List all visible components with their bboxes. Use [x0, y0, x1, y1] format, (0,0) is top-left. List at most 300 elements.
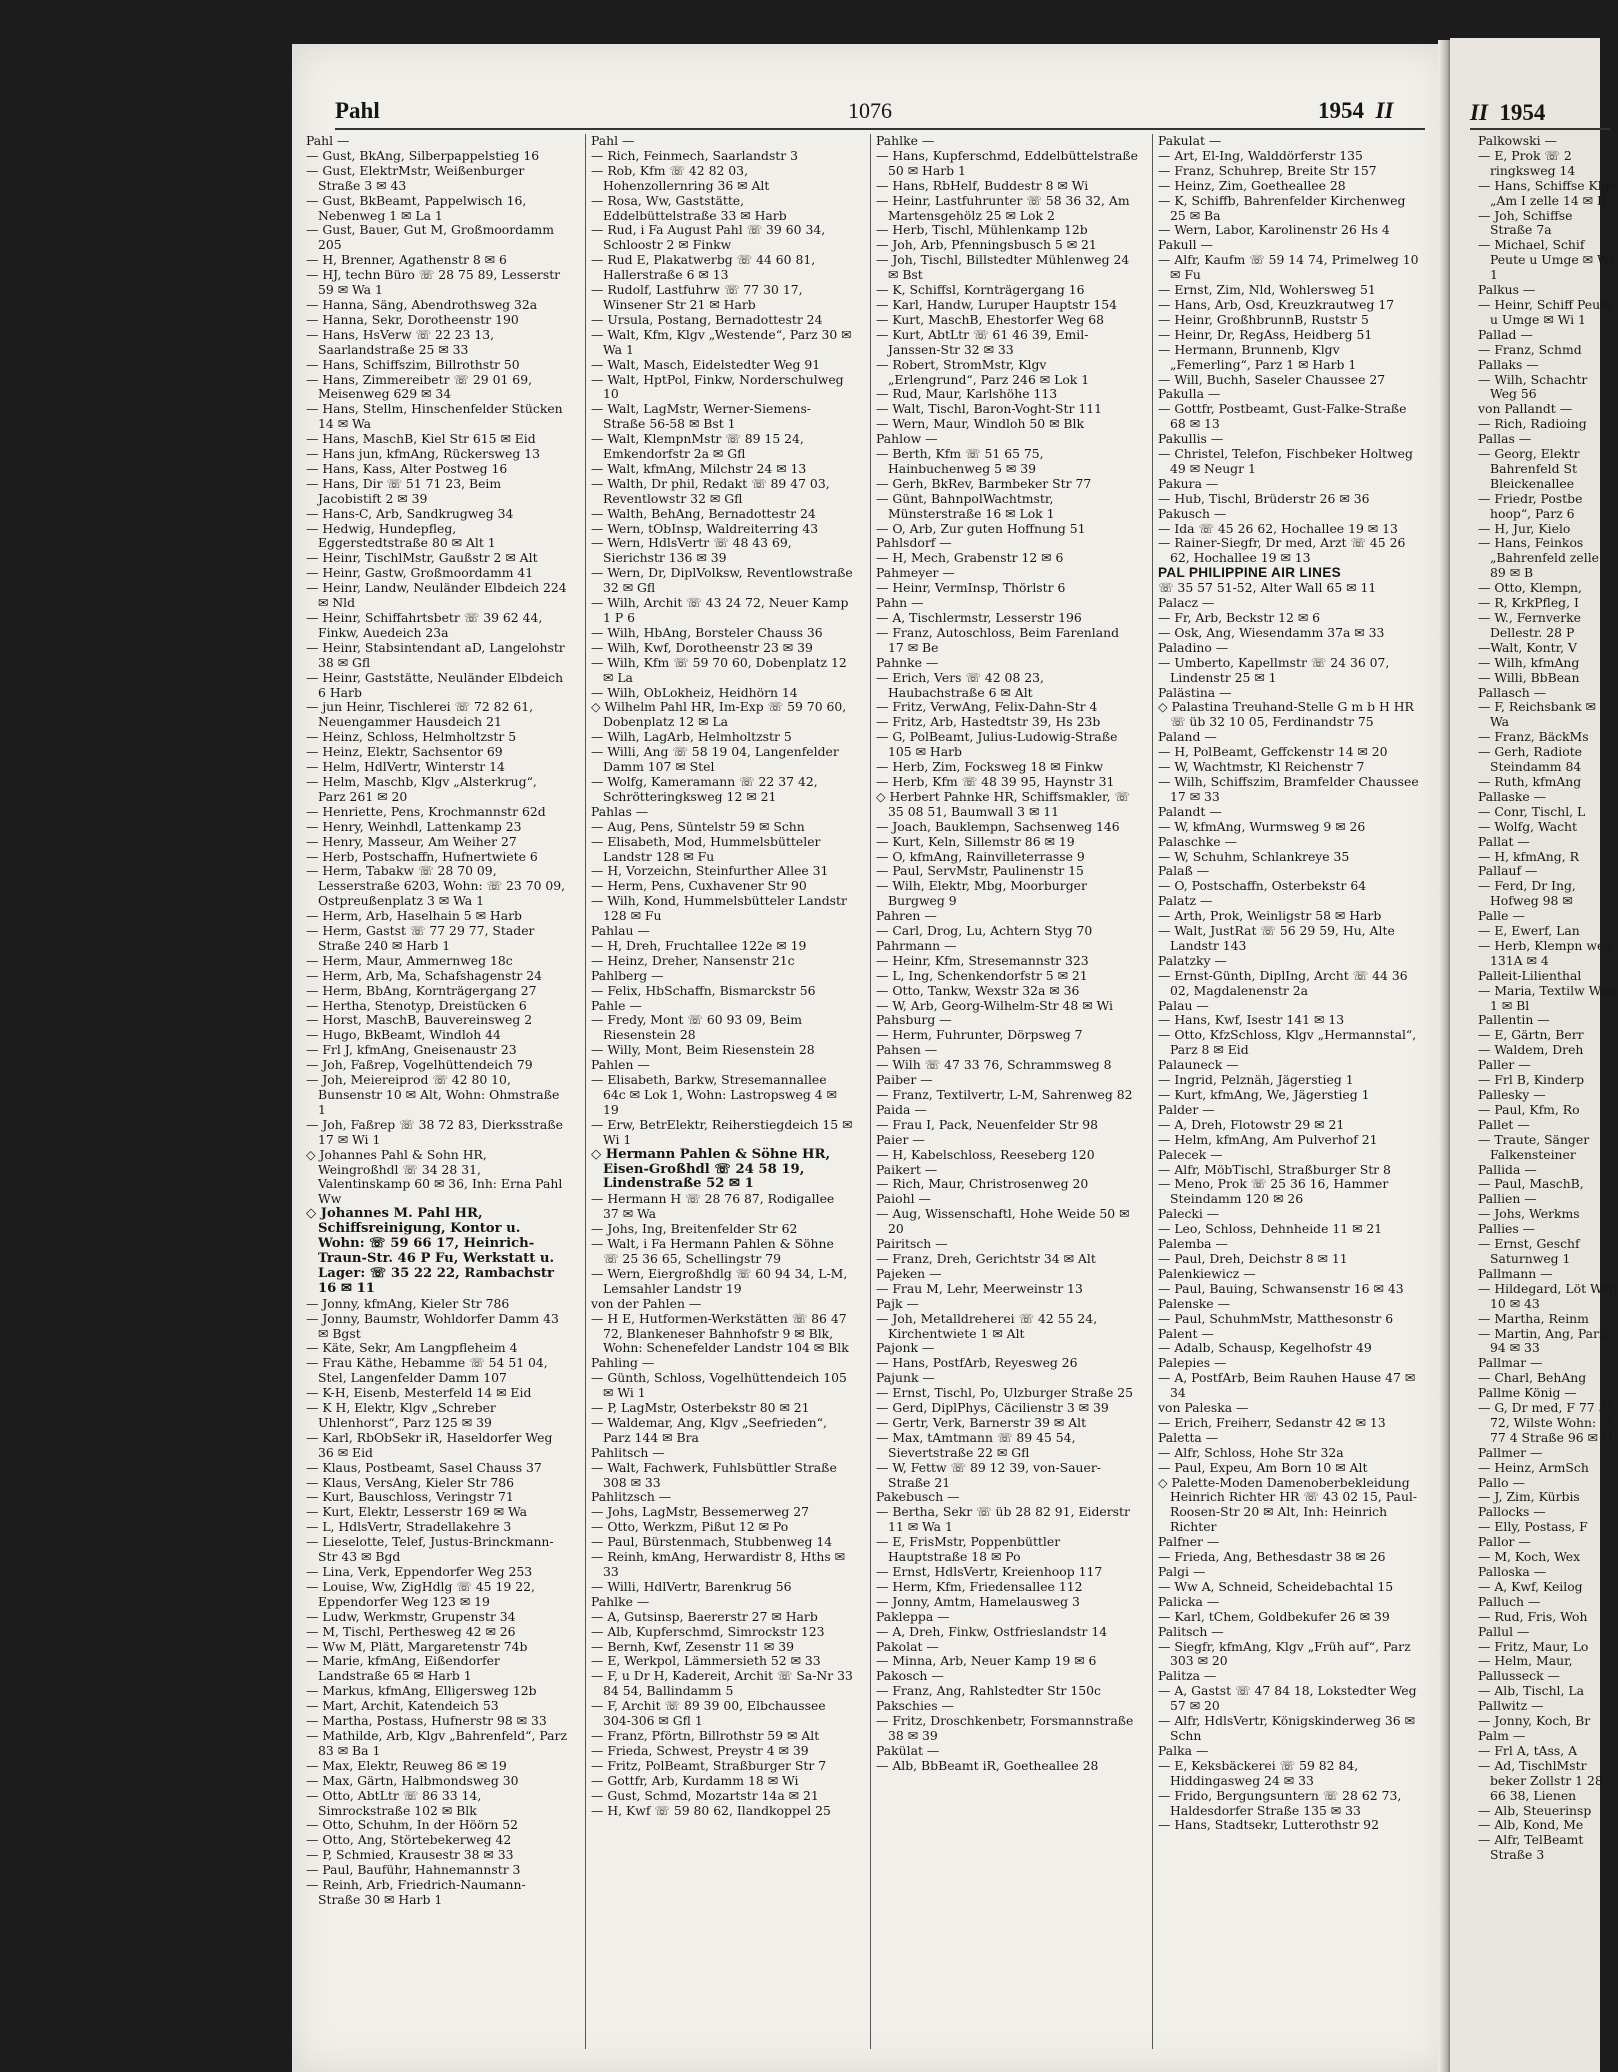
- directory-entry: — Walt, JustRat ☏ 56 29 59, Hu, Alte Landstr 143: [1158, 923, 1395, 953]
- directory-entry: PAL PHILIPPINE AIR LINES: [1158, 565, 1341, 581]
- directory-entry: — Herm, Maur, Ammernweg 18c: [306, 952, 513, 968]
- directory-entry: — Hans, MaschB, Kiel Str 615 ✉ Eid: [306, 431, 536, 447]
- directory-entry: — Frido, Bergungsuntern ☏ 28 62 73, Haldesdorfer Straße 135 ✉ 33: [1158, 1787, 1402, 1818]
- directory-entry: — O, Postschaffn, Osterbekstr 64: [1158, 878, 1367, 894]
- directory-entry: — Traute, Sänger Falkensteiner: [1478, 1131, 1590, 1162]
- directory-entry: — Martha, Postass, Hufnerstr 98 ✉ 33: [306, 1713, 547, 1729]
- directory-entry: — Max, tAmtmann ☏ 89 45 54, Sievertstraße 22 ✉ Gfl: [876, 1429, 1076, 1460]
- directory-entry: — Franz, Autoschloss, Beim Farenland 17 ✉ Be: [876, 624, 1120, 655]
- surname-heading: Pallo —: [1478, 1474, 1525, 1490]
- directory-entry: — Franz, BäckMs: [1478, 729, 1589, 745]
- directory-entry: — Hedwig, Hundepfleg, Eggerstedtstraße 80 ✉ Alt 1: [306, 520, 496, 551]
- surname-heading: Palatzky —: [1158, 952, 1227, 968]
- directory-entry: — Kurt, Keln, Sillemstr 86 ✉ 19: [876, 833, 1075, 849]
- directory-entry: — Rich, Radioing: [1478, 416, 1587, 432]
- directory-entry: — Wilh, kfmAng: [1478, 654, 1580, 670]
- directory-entry: — R, KrkPfleg, I: [1478, 595, 1579, 611]
- surname-heading: Palacz —: [1158, 595, 1215, 611]
- directory-entry: — Wern, Maur, Windloh 50 ✉ Blk: [876, 416, 1084, 432]
- directory-entry: — Herm, Kfm, Friedensallee 112: [876, 1578, 1083, 1594]
- directory-entry: — Frl J, kfmAng, Gneisenaustr 23: [306, 1042, 517, 1058]
- directory-entry: — Heinz, Dreher, Nansenstr 21c: [591, 952, 795, 968]
- directory-entry: — Ida ☏ 45 26 62, Hochallee 19 ✉ 13: [1158, 520, 1398, 536]
- directory-entry: — Maria, Textilw Weg 1 ✉ Bl: [1478, 982, 1616, 1013]
- directory-column-4: [1158, 134, 1420, 2054]
- directory-entry: — Johs, Ing, Breitenfelder Str 62: [591, 1221, 798, 1237]
- directory-entry: — Paul, Expeu, Am Born 10 ✉ Alt: [1158, 1459, 1368, 1475]
- directory-entry: — Wern, HdlsVertr ☏ 48 43 69, Sierichstr 136 ✉ 39: [591, 535, 792, 566]
- directory-entry: — Michael, Schif Peute u Umge ✉ Wi 1: [1478, 237, 1614, 283]
- directory-entry: — Ww M, Plätt, Margaretenstr 74b: [306, 1638, 528, 1654]
- directory-entry: — Karl, tChem, Goldbekufer 26 ✉ 39: [1158, 1608, 1390, 1624]
- directory-entry: — Herb, Kfm ☏ 48 39 95, Haynstr 31: [876, 773, 1115, 789]
- surname-heading: Pallul —: [1478, 1623, 1530, 1639]
- surname-heading: Pallauf —: [1478, 863, 1538, 879]
- directory-entry: — Otto, Werkzm, Pißut 12 ✉ Po: [591, 1519, 789, 1535]
- directory-entry: — Gertr, Verk, Barnerstr 39 ✉ Alt: [876, 1414, 1087, 1430]
- directory-entry: — Rud, i Fa August Pahl ☏ 39 60 34, Schloostr 2 ✉ Finkw: [591, 222, 826, 253]
- directory-entry: — Marie, kfmAng, Eißendorfer Landstraße 65 ✉ Harb 1: [306, 1653, 500, 1684]
- directory-entry: — Christel, Telefon, Fischbeker Holtweg 49 ✉ Neugr 1: [1158, 446, 1413, 476]
- directory-entry: — Walt, Masch, Eidelstedter Weg 91: [591, 356, 821, 372]
- surname-heading: Paida —: [876, 1101, 927, 1117]
- directory-entry: — Otto, Tankw, Wexstr 32a ✉ 36: [876, 982, 1080, 998]
- directory-entry: — Hans, Schiffse Klgv „Am I zelle 14 ✉ B: [1478, 177, 1617, 208]
- directory-entry: — A, Tischlermstr, Lesserstr 196: [876, 610, 1082, 625]
- surname-heading: Pahlitsch —: [591, 1444, 665, 1460]
- directory-entry: — O, Arb, Zur guten Hoffnung 51: [876, 520, 1086, 536]
- directory-entry: — Paul, ServMstr, Paulinenstr 15: [876, 863, 1084, 879]
- surname-heading: Pallien —: [1478, 1191, 1537, 1207]
- directory-entry: — Kurt, kfmAng, We, Jägerstieg 1: [1158, 1087, 1370, 1102]
- directory-entry: — Heinr, Lastfuhrunter ☏ 58 36 32, Am Martensgehölz 25 ✉ Lok 2: [876, 192, 1130, 223]
- directory-entry: — Rainer-Siegfr, Dr med, Arzt ☏ 45 26 62, Hochallee 19 ✉ 13: [1158, 535, 1406, 566]
- running-head-year: 1954: [1318, 98, 1364, 123]
- surname-heading: Pakebusch —: [876, 1489, 960, 1505]
- surname-heading: Pahlau —: [591, 923, 650, 939]
- directory-entry: — Helm, kfmAng, Am Pulverhof 21: [1158, 1131, 1378, 1147]
- directory-entry: — Paul, SchuhmMstr, Matthesonstr 6: [1158, 1310, 1394, 1326]
- directory-entry: — Willi, Ang ☏ 58 19 04, Langenfelder Damm 107 ✉ Stel: [591, 744, 839, 775]
- directory-entry: — Martha, Reinm: [1478, 1310, 1589, 1326]
- directory-entry: — J, Zim, Kürbis: [1478, 1489, 1580, 1505]
- column-divider: [585, 134, 586, 2049]
- surname-heading: Paiohl —: [876, 1191, 931, 1207]
- running-head-section: II: [1375, 98, 1394, 123]
- surname-heading: Pallesky —: [1478, 1087, 1546, 1102]
- surname-heading: Pahlitzsch —: [591, 1489, 672, 1505]
- directory-entry: — A, Gutsinsp, Baererstr 27 ✉ Harb: [591, 1608, 818, 1624]
- directory-entry: — Georg, Elektr Bahrenfeld St Bleickenallee: [1478, 446, 1580, 491]
- directory-entry: — Hub, Tischl, Brüderstr 26 ✉ 36: [1158, 490, 1370, 506]
- directory-entry: — Walt, LagMstr, Werner-Siemens-Straße 56-58 ✉ Bst 1: [591, 401, 811, 432]
- directory-entry: — Ernst, Zim, Nld, Wohlersweg 51: [1158, 282, 1376, 298]
- directory-entry: — Gerh, BkRev, Barmbeker Str 77: [876, 475, 1092, 491]
- surname-heading: Pakülat —: [876, 1742, 940, 1758]
- directory-entry: ◇ Palastina Treuhand-Stelle G m b H HR ☏ üb 32 10 05, Ferdinandstr 75: [1158, 699, 1414, 730]
- directory-entry: — Heinr, Landw, Neuländer Elbdeich 224 ✉ Nld: [306, 580, 567, 611]
- directory-entry: — Kurt, Elektr, Lesserstr 169 ✉ Wa: [306, 1504, 528, 1520]
- next-page-header-rule: [1470, 128, 1610, 130]
- directory-entry: — Karl, RbObSekr iR, Haseldorfer Weg 36 ✉ Eid: [306, 1429, 553, 1460]
- surname-heading: Palaß —: [1158, 863, 1210, 879]
- directory-entry: — Hans, Schiffszim, Billrothstr 50: [306, 356, 520, 372]
- directory-entry: ◇ Hermann Pahlen & Söhne HR, Eisen-Großhdl ☏ 24 58 19, Lindenstraße 52 ✉ 1: [591, 1146, 831, 1192]
- directory-entry: — Wilh, Archit ☏ 43 24 72, Neuer Kamp 1 P 6: [591, 595, 849, 625]
- directory-entry: — E, Keksbäckerei ☏ 59 82 84, Hiddingasweg 24 ✉ 33: [1158, 1757, 1359, 1788]
- directory-entry: — Martin, Ang, Parz 94 ✉ 33: [1478, 1325, 1606, 1356]
- directory-entry: — Jonny, kfmAng, Kieler Str 786: [306, 1295, 510, 1311]
- directory-entry: — Paul, MaschB,: [1478, 1176, 1584, 1192]
- directory-entry: — Max, Elektr, Reuweg 86 ✉ 19: [306, 1757, 507, 1773]
- directory-entry: — Hans, Stellm, Hinschenfelder Stücken 14 ✉ Wa: [306, 401, 563, 432]
- directory-entry: — E, Gärtn, Berr: [1478, 1027, 1584, 1043]
- directory-entry: — Frau M, Lehr, Meerweinstr 13: [876, 1280, 1083, 1296]
- directory-entry: — Walt, kfmAng, Milchstr 24 ✉ 13: [591, 460, 807, 476]
- directory-entry: — Gust, ElektrMstr, Weißenburger Straße 3 ✉ 43: [306, 162, 525, 193]
- surname-heading: Palka —: [1158, 1742, 1209, 1758]
- directory-entry: — Joh, Tischl, Billstedter Mühlenweg 24 ✉ Bst: [876, 252, 1130, 283]
- directory-entry: — Karl, Handw, Luruper Hauptstr 154: [876, 296, 1118, 312]
- directory-entry: — Franz, Schuhrep, Breite Str 157: [1158, 162, 1377, 178]
- directory-entry: — Alb, Kupferschmd, Simrockstr 123: [591, 1623, 825, 1639]
- directory-entry: — E, Ewerf, Lan: [1478, 923, 1580, 939]
- directory-entry: — Paul, Bauing, Schwansenstr 16 ✉ 43: [1158, 1280, 1404, 1296]
- directory-entry: — Ad, TischlMstr beker Zollstr 1 28 66 38, Lienen: [1478, 1757, 1603, 1803]
- surname-heading: Palleit-Lilienthal: [1478, 967, 1582, 983]
- surname-heading: Palaschke —: [1158, 833, 1237, 849]
- surname-heading: Pahmeyer —: [876, 565, 955, 581]
- surname-heading: Pahn —: [876, 595, 924, 611]
- directory-entry: — Henry, Weinhdl, Lattenkamp 23: [306, 818, 522, 834]
- directory-entry: — Henriette, Pens, Krochmannstr 62d: [306, 803, 546, 819]
- directory-entry: — Otto, Schuhm, In der Höörn 52: [306, 1817, 519, 1833]
- surname-heading: Pahnke —: [876, 654, 939, 670]
- surname-heading: Pahling —: [591, 1355, 655, 1371]
- directory-entry: — Markus, kfmAng, Elligersweg 12b: [306, 1683, 537, 1699]
- directory-entry: — Paul, Bürstenmach, Stubbenweg 14: [591, 1534, 833, 1550]
- directory-entry: — Alfr, Kaufm ☏ 59 14 74, Primelweg 10 ✉ Fu: [1158, 252, 1419, 283]
- directory-entry: — Herm, Gastst ☏ 77 29 77, Stader Straße 240 ✉ Harb 1: [306, 923, 535, 953]
- directory-entry: — W, kfmAng, Wurmsweg 9 ✉ 26: [1158, 818, 1366, 834]
- directory-entry: — W, Fettw ☏ 89 12 39, von-Sauer-Straße 21: [876, 1459, 1101, 1490]
- directory-entry: — A, Dreh, Flotowstr 29 ✉ 21: [1158, 1116, 1345, 1132]
- directory-entry: — Heinr, Gastw, Großmoordamm 41: [306, 565, 534, 581]
- directory-entry: — Jonny, Koch, Br: [1478, 1713, 1591, 1729]
- directory-entry: — A, Gastst ☏ 47 84 18, Lokstedter Weg 57 ✉ 20: [1158, 1683, 1417, 1714]
- directory-entry: — Otto, KfzSchloss, Klgv „Hermannstal“, Parz 8 ✉ Eid: [1158, 1027, 1417, 1058]
- directory-entry: — Herm, Tabakw ☏ 28 70 09, Lesserstraße 6203, Wohn: ☏ 23 70 09, Ostpreußenplatz 3 ✉ Wa 1: [306, 863, 566, 909]
- directory-entry: — Johs, Werkms: [1478, 1206, 1580, 1222]
- directory-entry: — Joh, Faßrep ☏ 38 72 83, Dierksstraße 17 ✉ Wi 1: [306, 1116, 563, 1147]
- directory-entry: — Hans, Feinkos „Bahrenfeld zelle 89 ✉ B: [1478, 535, 1599, 581]
- directory-entry: — Heinr, Kfm, Stresemannstr 323: [876, 952, 1089, 968]
- directory-entry: — E, FrisMstr, Poppenbüttler Hauptstraße 18 ✉ Po: [876, 1534, 1061, 1565]
- directory-entry: — Fritz, VerwAng, Felix-Dahn-Str 4: [876, 699, 1098, 715]
- directory-entry: ◇ Palette-Moden Damenoberbekleidung Heinrich Richter HR ☏ 43 02 15, Paul-Roosen-Str 20 ✉ Alt, Inh: Heinrich Richter: [1158, 1474, 1418, 1535]
- directory-entry: — Mart, Archit, Katendeich 53: [306, 1698, 499, 1714]
- surname-heading: Palitsch —: [1158, 1623, 1224, 1639]
- surname-heading: von Pallandt —: [1478, 401, 1573, 417]
- directory-entry: — K, Schiffsl, Kornträgergang 16: [876, 282, 1085, 298]
- directory-entry: — W., Fernverke Dellestr. 28 P: [1478, 610, 1581, 640]
- directory-entry: — Käte, Sekr, Am Langpfleheim 4: [306, 1340, 518, 1356]
- surname-heading: Pakull —: [1158, 237, 1213, 253]
- directory-entry: — Herm, Pens, Cuxhavener Str 90: [591, 878, 807, 894]
- directory-entry: — H, kfmAng, R: [1478, 848, 1579, 864]
- directory-entry: — Klaus, Postbeamt, Sasel Chauss 37: [306, 1459, 542, 1475]
- directory-entry: — Osk, Ang, Wiesendamm 37a ✉ 33: [1158, 624, 1385, 640]
- directory-entry: — Robert, StromMstr, Klgv „Erlengrund“, Parz 246 ✉ Lok 1: [876, 356, 1090, 387]
- directory-entry: — Alfr, MöbTischl, Straßburger Str 8: [1158, 1161, 1391, 1177]
- directory-entry: — Walt, i Fa Hermann Pahlen & Söhne ☏ 25 36 65, Schellingstr 79: [591, 1236, 834, 1266]
- directory-entry: — Hans-C, Arb, Sandkrugweg 34: [306, 505, 514, 521]
- surname-heading: Palle —: [1478, 908, 1525, 924]
- directory-entry: — Minna, Arb, Neuer Kamp 19 ✉ 6: [876, 1653, 1097, 1669]
- surname-heading: Pallaks —: [1478, 356, 1539, 372]
- directory-entry: — P, Schmied, Krausestr 38 ✉ 33: [306, 1847, 514, 1863]
- directory-entry: — Reinh, Arb, Friedrich-Naumann-Straße 30 ✉ Harb 1: [306, 1877, 526, 1907]
- surname-heading: Palatz —: [1158, 893, 1213, 909]
- directory-entry: — Otto, AbtLtr ☏ 86 33 14, Simrockstraße 102 ✉ Blk: [306, 1787, 482, 1818]
- directory-entry: — Mathilde, Arb, Klgv „Bahrenfeld“, Parz 83 ✉ Ba 1: [306, 1727, 567, 1758]
- directory-entry: — Walt, HptPol, Finkw, Norderschulweg 10: [591, 371, 844, 402]
- directory-entry: — H E, Hutformen-Werkstätten ☏ 86 47 72, Blankeneser Bahnhofstr 9 ✉ Blk, Wohn: Schenefelder Landstr 104 ✉ Blk: [591, 1310, 849, 1356]
- directory-entry: — Alfr, Schloss, Hohe Str 32a: [1158, 1444, 1344, 1460]
- surname-heading: Pallwitz —: [1478, 1698, 1544, 1714]
- directory-entry: — Heinr, Schiffahrtsbetr ☏ 39 62 44, Finkw, Auedeich 23a: [306, 610, 543, 640]
- directory-entry: — Walt, Tischl, Baron-Voght-Str 111: [876, 401, 1103, 417]
- directory-entry: — Waldemar, Ang, Klgv „Seefrieden“, Parz 144 ✉ Bra: [591, 1414, 827, 1445]
- directory-entry: — Wern, Eiergroßhdlg ☏ 60 94 34, L-M, Lemsahler Landstr 19: [591, 1265, 848, 1296]
- directory-entry: — Klaus, VersAng, Kieler Str 786: [306, 1474, 515, 1490]
- directory-entry: — Gust, BkAng, Silberpappelstieg 16: [306, 147, 540, 163]
- directory-entry: — Heinz, Schloss, Helmholtzstr 5: [306, 729, 517, 745]
- directory-entry: — Paul, Dreh, Deichstr 8 ✉ 11: [1158, 1250, 1348, 1266]
- directory-entry: — Alfr, TelBeamt Straße 3: [1478, 1832, 1584, 1863]
- directory-entry: — Fredy, Mont ☏ 60 93 09, Beim Riesenstein 28: [591, 1012, 803, 1043]
- surname-heading: Pakusch —: [1158, 505, 1227, 521]
- directory-entry: — Herm, Fuhrunter, Dörpsweg 7: [876, 1027, 1083, 1043]
- directory-entry: — W, Schuhm, Schlankreye 35: [1158, 848, 1350, 864]
- directory-entry: — P, LagMstr, Osterbekstr 80 ✉ 21: [591, 1400, 810, 1416]
- directory-entry: — Alb, Steuerinsp: [1478, 1802, 1592, 1818]
- directory-entry: — Elisabeth, Barkw, Stresemannallee 64c ✉ Lok 1, Wohn: Lastropsweg 4 ✉ 19: [591, 1072, 837, 1117]
- directory-entry: — W, Arb, Georg-Wilhelm-Str 48 ✉ Wi: [876, 997, 1113, 1013]
- directory-entry: — Willi, HdlVertr, Barenkrug 56: [591, 1578, 792, 1594]
- surname-heading: Pahrmann —: [876, 937, 957, 953]
- directory-entry: — Ingrid, Pelznäh, Jägerstieg 1: [1158, 1072, 1354, 1088]
- directory-entry: — Hans, Kass, Alter Postweg 16: [306, 460, 508, 476]
- surname-heading: Pakura —: [1158, 475, 1219, 491]
- directory-entry: — Alfr, HdlsVertr, Königskinderweg 36 ✉ Schn: [1158, 1713, 1415, 1743]
- directory-entry: — Joach, Bauklempn, Sachsenweg 146: [876, 818, 1120, 834]
- surname-heading: Pahlberg —: [591, 967, 664, 983]
- surname-heading: Pallme König —: [1478, 1385, 1577, 1401]
- directory-entry: — H, Vorzeichn, Steinfurther Allee 31: [591, 863, 829, 879]
- directory-column-1: [306, 134, 568, 2054]
- directory-entry: — Ernst-Günth, DiplIng, Archt ☏ 44 36 02, Magdalenenstr 2a: [1158, 967, 1408, 998]
- directory-entry: — Fr, Arb, Beckstr 12 ✉ 6: [1158, 610, 1321, 625]
- directory-entry: — Günt, BahnpolWachtmstr, Münsterstraße 16 ✉ Lok 1: [876, 490, 1055, 521]
- directory-entry: — Gottfr, Postbeamt, Gust-Falke-Straße 68 ✉ 13: [1158, 401, 1407, 432]
- surname-heading: Paiber —: [876, 1072, 933, 1088]
- directory-entry: — Joh, Schiffse Straße 7a: [1478, 207, 1573, 238]
- directory-entry: — Aug, Pens, Süntelstr 59 ✉ Schn: [591, 818, 805, 834]
- directory-entry: — Herm, Arb, Haselhain 5 ✉ Harb: [306, 908, 522, 924]
- directory-entry: — Heinr, Stabsintendant aD, Langelohstr 38 ✉ Gfl: [306, 639, 565, 670]
- directory-entry: — Alb, BbBeamt iR, Goetheallee 28: [876, 1757, 1099, 1773]
- directory-entry: — Felix, HbSchaffn, Bismarckstr 56: [591, 982, 816, 998]
- directory-entry: — K, Schiffb, Bahrenfelder Kirchenweg 25 ✉ Ba: [1158, 192, 1406, 223]
- directory-entry: ☏ 35 57 51-52, Alter Wall 65 ✉ 11: [1158, 580, 1377, 596]
- surname-heading: Palemba —: [1158, 1236, 1228, 1252]
- directory-entry: — Wilh, Schiffszim, Bramfelder Chaussee 17 ✉ 33: [1158, 773, 1419, 804]
- directory-entry: — W, Wachtmstr, Kl Reichenstr 7: [1158, 759, 1365, 775]
- directory-entry: — Frl A, tAss, A: [1478, 1742, 1578, 1758]
- directory-column-2: [591, 134, 853, 2054]
- directory-entry: — Walth, BehAng, Bernadottestr 24: [591, 505, 816, 521]
- directory-entry: — Wilh, Kond, Hummelsbütteler Landstr 128 ✉ Fu: [591, 893, 847, 924]
- directory-entry: — Otto, Klempn,: [1478, 580, 1582, 596]
- directory-entry: — Ww A, Schneid, Scheidebachtal 15: [1158, 1578, 1394, 1594]
- directory-entry: — Walt, Kfm, Klgv „Westende“, Parz 30 ✉ Wa 1: [591, 326, 852, 357]
- surname-heading: von der Pahlen —: [591, 1295, 702, 1311]
- directory-entry: — Waldem, Dreh: [1478, 1042, 1584, 1058]
- directory-entry: — Joh, Faßrep, Vogelhüttendeich 79: [306, 1057, 533, 1073]
- surname-heading: Palluch —: [1478, 1593, 1541, 1609]
- column-divider: [1152, 134, 1153, 2049]
- directory-column-3: [876, 134, 1138, 2054]
- directory-entry: — Frieda, Ang, Bethesdastr 38 ✉ 26: [1158, 1549, 1386, 1565]
- directory-entry: — Ludw, Werkmstr, Grupenstr 34: [306, 1608, 516, 1624]
- surname-heading: Palfner —: [1158, 1534, 1220, 1550]
- directory-entry: — Jonny, Baumstr, Wohldorfer Damm 43 ✉ Bgst: [306, 1310, 559, 1341]
- directory-entry: — Ursula, Postang, Bernadottestr 24: [591, 311, 823, 327]
- directory-entry: — H, Dreh, Fruchtallee 122e ✉ 19: [591, 937, 807, 953]
- directory-entry: — K-H, Eisenb, Mesterfeld 14 ✉ Eid: [306, 1385, 532, 1401]
- directory-entry: — Bernh, Kwf, Zesenstr 11 ✉ 39: [591, 1638, 795, 1654]
- directory-entry: — H, Brenner, Agathenstr 8 ✉ 6: [306, 252, 507, 268]
- directory-entry: — Wilh, Kfm ☏ 59 70 60, Dobenplatz 12 ✉ La: [591, 654, 847, 685]
- surname-heading: Palau —: [1158, 997, 1209, 1013]
- directory-entry: — Herb, Postschaffn, Hufnertwiete 6: [306, 848, 538, 864]
- surname-heading: Pahsen —: [876, 1042, 938, 1058]
- directory-entry: — Bertha, Sekr ☏ üb 28 82 91, Eiderstr 11 ✉ Wa 1: [876, 1504, 1130, 1535]
- directory-entry: — Lieselotte, Telef, Justus-Brinckmann-Str 43 ✉ Bgd: [306, 1534, 554, 1565]
- directory-entry: — Wilh ☏ 47 33 76, Schrammsweg 8: [876, 1057, 1112, 1073]
- directory-entry: — Max, Gärtn, Halbmondsweg 30: [306, 1772, 519, 1788]
- directory-entry: — Hugo, BkBeamt, Windloh 44: [306, 1027, 501, 1043]
- surname-heading: Pahlsdorf —: [876, 535, 952, 551]
- directory-entry: — H, PolBeamt, Geffckenstr 14 ✉ 20: [1158, 744, 1388, 760]
- surname-heading: Palandt —: [1158, 803, 1222, 819]
- directory-entry: — Hans, RbHelf, Buddestr 8 ✉ Wi: [876, 177, 1089, 193]
- directory-entry: — Hermann H ☏ 28 76 87, Rodigallee 37 ✉ Wa: [591, 1191, 835, 1222]
- directory-entry: — Hans, PostfArb, Reyesweg 26: [876, 1355, 1078, 1371]
- directory-entry: — Rich, Feinmech, Saarlandstr 3: [591, 147, 799, 163]
- directory-entry: — Hans, Zimmereibetr ☏ 29 01 69, Meisenweg 629 ✉ 34: [306, 371, 533, 402]
- directory-entry: — A, Dreh, Finkw, Ostfrieslandstr 14: [876, 1623, 1108, 1639]
- directory-entry: — Helm, HdlVertr, Winterstr 14: [306, 759, 505, 775]
- directory-entry: — Frieda, Schwest, Preystr 4 ✉ 39: [591, 1742, 809, 1758]
- directory-entry: Palkowski —: [1478, 133, 1557, 148]
- directory-entry: — Hans jun, kfmAng, Rückersweg 13: [306, 446, 541, 462]
- surname-heading: Pahlen —: [591, 1057, 650, 1073]
- surname-heading: Palitza —: [1158, 1668, 1217, 1684]
- surname-heading: Pallmar —: [1478, 1355, 1543, 1371]
- surname-heading: Paller —: [1478, 1057, 1531, 1073]
- surname-heading: Paikert —: [876, 1161, 938, 1177]
- directory-entry: — Wolfg, Wacht: [1478, 818, 1577, 834]
- surname-heading: Pajunk —: [876, 1370, 935, 1386]
- directory-entry: ◇ Herbert Pahnke HR, Schiffsmakler, ☏ 35 08 51, Baumwall 3 ✉ 11: [876, 788, 1130, 819]
- directory-entry: — Joh, Arb, Pfenningsbusch 5 ✉ 21: [876, 237, 1097, 253]
- surname-heading: Pakulla —: [1158, 386, 1221, 402]
- directory-entry: — Hans, Dir ☏ 51 71 23, Beim Jacobistift 2 ✉ 39: [306, 475, 502, 506]
- surname-heading: Palent —: [1158, 1325, 1214, 1341]
- directory-entry: — Rud, Maur, Karlshöhe 113: [876, 386, 1058, 402]
- directory-entry: — Reinh, kmAng, Herwardistr 8, Hths ✉ 33: [591, 1549, 846, 1579]
- directory-entry: — Frau Käthe, Hebamme ☏ 54 51 04, Stel, Langenfelder Damm 107: [306, 1355, 548, 1386]
- surname-heading: Pallas —: [1478, 431, 1532, 447]
- directory-entry: — Friedr, Postbe hoop“, Parz 6: [1478, 490, 1583, 521]
- directory-entry: — Hanna, Säng, Abendrothsweg 32a: [306, 296, 538, 312]
- directory-entry: — Heinr, TischlMstr, Gaußstr 2 ✉ Alt: [306, 550, 538, 566]
- directory-entry: — Fritz, Maur, Lo: [1478, 1638, 1589, 1654]
- directory-entry: — Horst, MaschB, Bauvereinsweg 2: [306, 1012, 533, 1028]
- surname-heading: Palenske —: [1158, 1295, 1230, 1311]
- directory-entry: — Louise, Ww, ZigHdlg ☏ 45 19 22, Eppendorfer Weg 123 ✉ 19: [306, 1578, 535, 1609]
- directory-entry: — F, Reichsbank ✉ Wa: [1478, 699, 1596, 730]
- directory-entry: — Wern, tObInsp, Waldreiterring 43: [591, 520, 819, 536]
- directory-entry: — E, Prok ☏ 2 ringksweg 14: [1478, 147, 1576, 178]
- directory-entry: — Wilh, ObLokheiz, Heidhörn 14: [591, 684, 798, 700]
- directory-entry: — Elly, Postass, F: [1478, 1519, 1588, 1535]
- directory-entry: — Wilh, Elektr, Mbg, Moorburger Burgweg 9: [876, 878, 1087, 909]
- surname-heading: Pallor —: [1478, 1534, 1531, 1550]
- directory-entry: — Erich, Vers ☏ 42 08 23, Haubachstraße 6 ✉ Alt: [876, 669, 1044, 700]
- surname-heading: Palecki —: [1158, 1206, 1220, 1222]
- directory-entry: — Wilh, LagArb, Helmholtzstr 5: [591, 729, 792, 745]
- directory-entry: — Heinr, VermInsp, Thörlstr 6: [876, 580, 1066, 596]
- directory-entry: — Joh, Meiereiprod ☏ 42 80 10, Bunsenstr 10 ✉ Alt, Wohn: Ohmstraße 1: [306, 1072, 560, 1117]
- directory-entry: — Fritz, PolBeamt, Straßburger Str 7: [591, 1757, 827, 1773]
- directory-entry: — Heinr, Schiff Peute u Umge ✉ Wi 1: [1478, 296, 1613, 327]
- directory-entry: — Kurt, AbtLtr ☏ 61 46 39, Emil-Janssen-Str 32 ✉ 33: [876, 326, 1089, 357]
- directory-entry: — G, Dr med, F 77 31 72, Wilste Wohn: ☏ 77 4 Straße 96 ✉ H: [1478, 1400, 1616, 1445]
- directory-entry: — G, PolBeamt, Julius-Ludowig-Straße 105 ✉ Harb: [876, 729, 1118, 760]
- directory-entry: — Rosa, Ww, Gaststätte, Eddelbüttelstraße 33 ✉ Harb: [591, 192, 787, 223]
- surname-heading: Pakullis —: [1158, 431, 1224, 447]
- directory-entry: — Hildegard, Löt Weg 10 ✉ 43: [1478, 1280, 1617, 1311]
- directory-entry: — Leo, Schloss, Dehnheide 11 ✉ 21: [1158, 1221, 1383, 1237]
- directory-entry: — H, Mech, Grabenstr 12 ✉ 6: [876, 550, 1064, 566]
- directory-entry: — Charl, BehAng: [1478, 1370, 1587, 1386]
- surname-heading: Pajonk —: [876, 1340, 935, 1356]
- surname-heading: Paier —: [876, 1131, 925, 1147]
- directory-entry: — Hanna, Sekr, Dorotheenstr 190: [306, 311, 519, 327]
- directory-entry: — Gottfr, Arb, Kurdamm 18 ✉ Wi: [591, 1772, 799, 1788]
- directory-entry: — Gerh, Radiote Steindamm 84: [1478, 744, 1583, 775]
- directory-entry: — Walth, Dr phil, Redakt ☏ 89 47 03, Reventlowstr 32 ✉ Gfl: [591, 475, 830, 506]
- directory-entry: — A, PostfArb, Beim Rauhen Hause 47 ✉ 34: [1158, 1370, 1416, 1401]
- directory-entry: — Hermann, Brunnenb, Klgv „Femerling“, Parz 1 ✉ Harb 1: [1158, 341, 1357, 372]
- directory-entry: — Kurt, MaschB, Ehestorfer Weg 68: [876, 311, 1104, 327]
- directory-entry: — Franz, Ang, Rahlstedter Str 150c: [876, 1683, 1101, 1699]
- surname-heading: Pakleppa —: [876, 1608, 950, 1624]
- surname-heading: Paladino —: [1158, 639, 1229, 655]
